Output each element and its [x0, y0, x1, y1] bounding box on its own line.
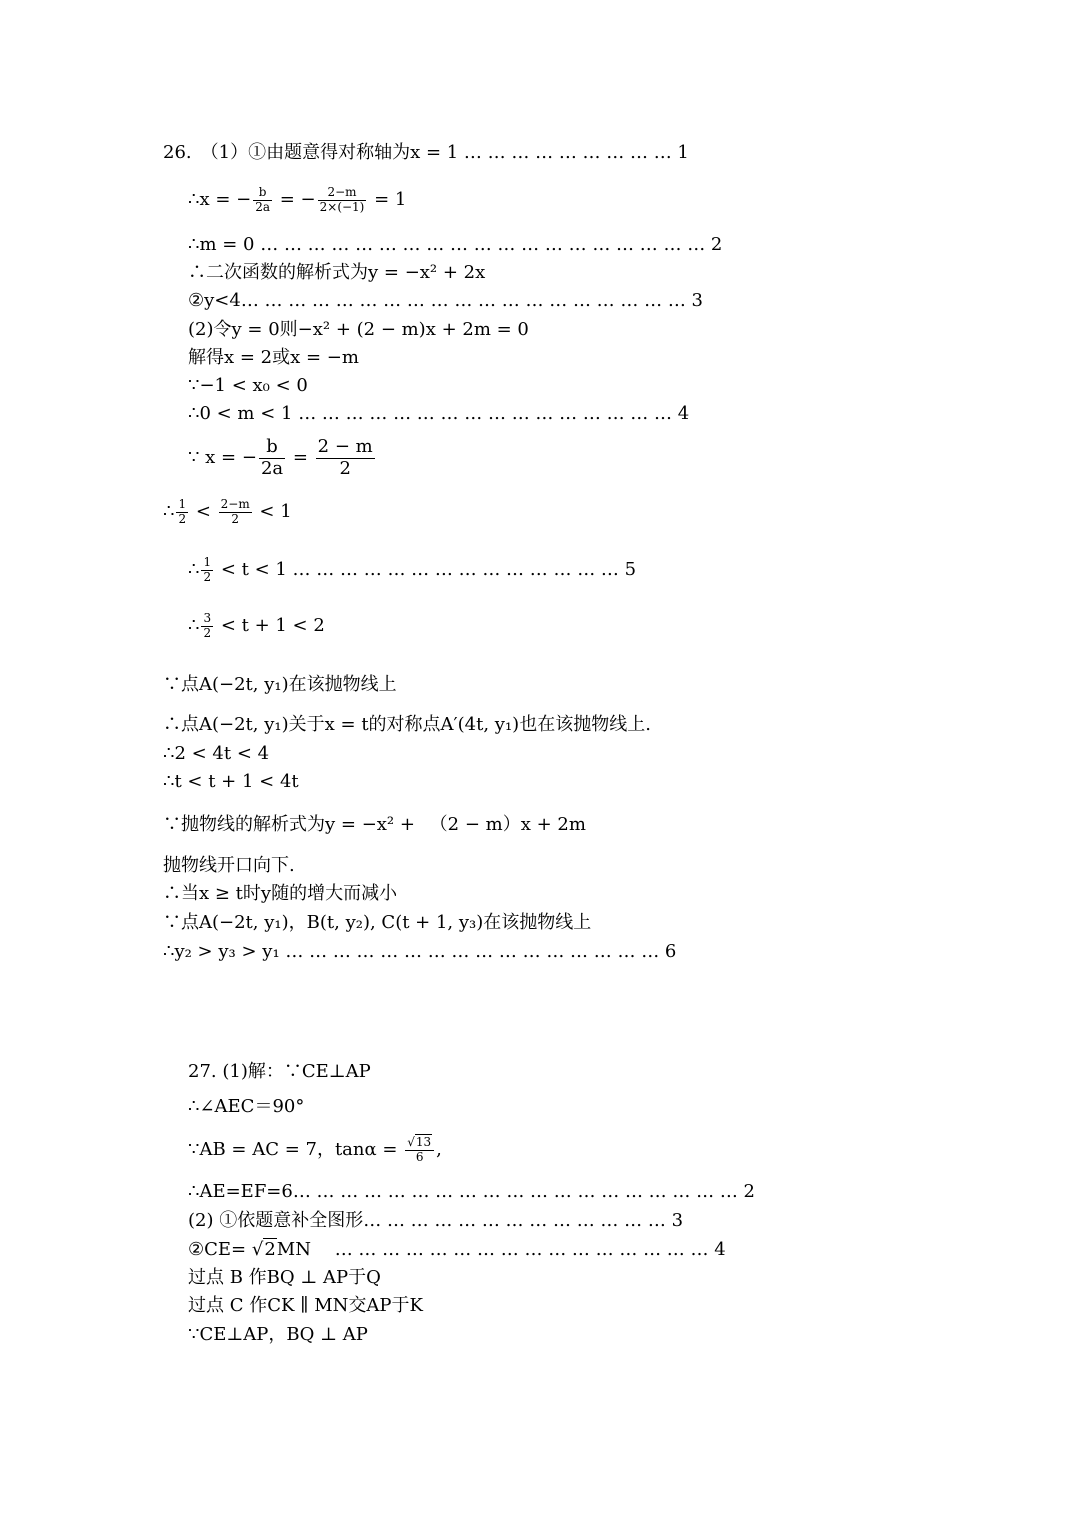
q26-line-2-text-c: = 1 [368, 189, 407, 210]
sqrt-radicand: 2 [264, 1239, 276, 1260]
q26-line-13-text-b: < t + 1 < 2 [215, 615, 325, 636]
fraction-denominator: 2 [178, 511, 187, 526]
fraction-numerator: 3 [203, 610, 212, 625]
fraction-numerator: 2 − m [317, 435, 373, 457]
q26-line-7: 解得x = 2或x = −m [188, 347, 359, 368]
fraction-numerator [405, 1136, 434, 1151]
q26-line-2-text-a: ∴x = − [188, 189, 252, 210]
fraction-numerator: 1 [178, 496, 187, 511]
q26-line-18: ∵抛物线的解析式为y = −x² + （2 − m）x + 2m [163, 814, 586, 835]
sqrt-symbol [252, 1237, 277, 1263]
q26-line-2-fraction-1 [253, 186, 272, 215]
fraction-denominator: 2 [231, 511, 239, 526]
sqrt-symbol [407, 1136, 432, 1150]
q26-line-8: ∵−1 < x₀ < 0 [188, 375, 308, 396]
q26-line-3: ∴m = 0 … … … … … … … … … … … … … … … … … … … 2 [188, 234, 723, 255]
q26-line-9: ∴0 < m < 1 … … … … … … … … … … … … … … … … 4 [188, 403, 690, 424]
q26-line-19: 抛物线开口向下. [163, 855, 295, 876]
q26-line-12-text-b: < t < 1 … … … … … … … … … … … … … … 5 [215, 559, 637, 580]
q27-line-5: (2) ①依题意补全图形… … … … … … … … … … … … … 3 [188, 1210, 684, 1231]
q26-line-13 [188, 608, 325, 644]
fraction-denominator: 2a [255, 199, 271, 214]
q27-line-3-fraction [405, 1136, 434, 1165]
q27-line-8: 过点 C 作CK ∥ MN交AP于K [188, 1295, 423, 1316]
q27-line-1: 27. (1)解：∵CE⊥AP [188, 1061, 371, 1082]
q26-line-11-text-a: ∴ [163, 501, 175, 522]
q26-line-11-fraction-2 [219, 498, 252, 527]
fraction-numerator: b [253, 186, 272, 201]
q26-line-2-fraction-2 [318, 186, 367, 215]
q26-line-11-fraction-1 [176, 498, 188, 527]
q26-line-2 [188, 182, 406, 218]
fraction-numerator: 2−m [220, 496, 250, 511]
q26-line-17: ∴t < t + 1 < 4t [163, 771, 299, 792]
fraction-denominator: 2 [203, 569, 212, 584]
q27-line-6-text-b: MN … … … … … … … … … … … … … … … … 4 [276, 1239, 726, 1260]
fraction-denominator: 2 [339, 457, 351, 479]
fraction-numerator: 2−m [318, 186, 367, 201]
q26-line-12-text-a: ∴ [188, 559, 200, 580]
q26-line-11-text-c: < 1 [253, 501, 292, 522]
fraction-denominator: 6 [415, 1149, 424, 1164]
q26-line-11 [163, 494, 292, 530]
q27-line-9: ∵CE⊥AP，BQ ⊥ AP [188, 1324, 368, 1345]
q26-line-22: ∴y₂ > y₃ > y₁ … … … … … … … … … … … … … … … … 6 [163, 941, 677, 962]
fraction-denominator: 2 [203, 625, 212, 640]
q27-line-3 [188, 1131, 442, 1169]
q26-line-10-fraction-1 [259, 437, 285, 479]
fraction-numerator: b [259, 437, 285, 459]
q27-line-6-text-a: ②CE= [188, 1239, 252, 1260]
sqrt-sign: √ [407, 1134, 415, 1149]
fraction-denominator: 2a [260, 457, 284, 479]
q26-line-10-text-a: ∵ x = − [188, 447, 257, 468]
q26-line-10-fraction-2 [316, 437, 375, 479]
q26-line-1: 26. （1）①由题意得对称轴为x = 1 … … … … … … … … … 1 [163, 142, 689, 163]
fraction-denominator: 2×(−1) [319, 199, 365, 214]
fraction-numerator: 1 [203, 554, 212, 569]
q26-line-13-fraction [201, 612, 213, 641]
q26-line-6: (2)令y = 0则−x² + (2 − m)x + 2m = 0 [188, 319, 529, 340]
q26-line-12-fraction [201, 556, 213, 585]
sqrt-sign: √ [251, 1239, 264, 1260]
q26-line-10-text-b: = [287, 447, 314, 468]
q26-line-13-text-a: ∴ [188, 615, 200, 636]
q27-line-3-text-a: ∵AB = AC = 7，tanα = [188, 1139, 404, 1160]
q26-line-20: ∴当x ≥ t时y随的增大而减小 [163, 883, 398, 904]
q26-line-15: ∴点A(−2t, y₁)关于x = t的对称点A′(4t, y₁)也在该抛物线上. [163, 714, 651, 735]
q26-line-14: ∵点A(−2t, y₁)在该抛物线上 [163, 674, 397, 695]
q27-line-3-text-b: , [436, 1139, 442, 1160]
q26-line-2-text-b: = − [274, 189, 316, 210]
q26-line-21: ∵点A(−2t, y₁)，B(t, y₂), C(t + 1, y₃)在该抛物线上 [163, 912, 592, 933]
q27-line-2: ∴∠AEC＝90° [188, 1096, 305, 1117]
q26-line-10 [188, 436, 377, 480]
q26-line-16: ∴2 < 4t < 4 [163, 743, 270, 764]
q26-line-5: ②y<4… … … … … … … … … … … … … … … … … … … 3 [188, 290, 704, 311]
q27-line-6 [188, 1237, 726, 1263]
q27-line-7: 过点 B 作BQ ⊥ AP于Q [188, 1267, 381, 1288]
q26-line-12 [188, 552, 636, 588]
q26-line-4: ∴二次函数的解析式为y = −x² + 2x [188, 262, 486, 283]
sqrt-radicand: 13 [415, 1134, 432, 1149]
q26-line-11-text-b: < [190, 501, 217, 522]
q27-line-4: ∴AE=EF=6… … … … … … … … … … … … … … … … … … … 2 [188, 1181, 755, 1202]
